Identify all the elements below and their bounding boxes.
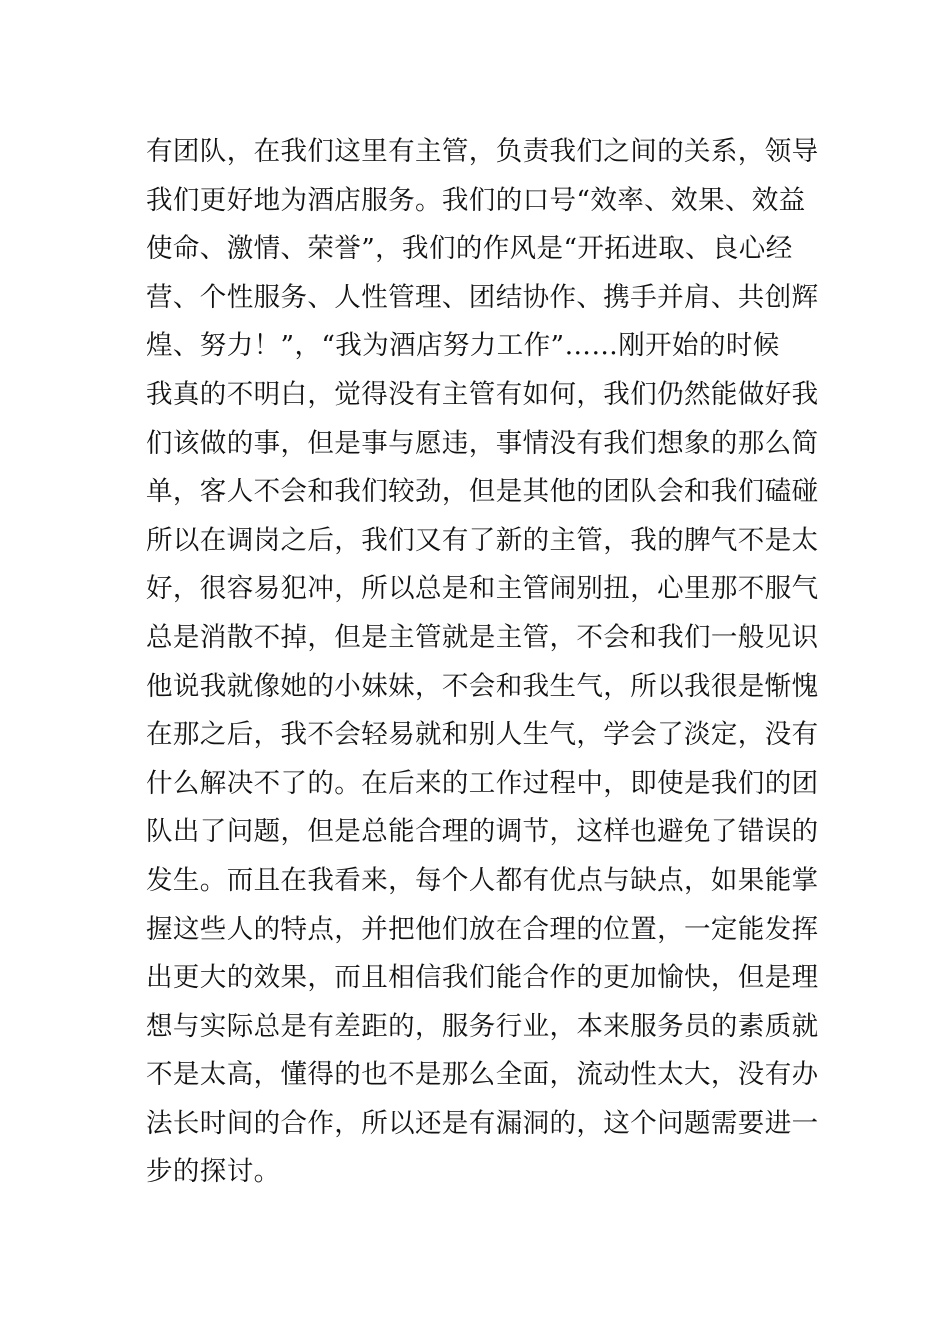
text-line: 什么解决不了的。在后来的工作过程中，即使是我们的团 [146, 767, 819, 799]
text-line: 在那之后，我不会轻易就和别人生气，学会了淡定，没有 [146, 719, 819, 751]
text-line: 使命、激情、荣誉”，我们的作风是“开拓进取、良心经 [146, 233, 793, 265]
text-line: 单，客人不会和我们较劲，但是其他的团队会和我们磕碰 [146, 476, 819, 508]
text-line: 好，很容易犯冲，所以总是和主管闹别扭，心里那不服气 [146, 573, 819, 605]
text-line: 出更大的效果，而且相信我们能合作的更加愉快，但是理 [146, 962, 819, 994]
body-text [146, 128, 819, 1197]
text-line: 们该做的事，但是事与愿违，事情没有我们想象的那么简 [146, 427, 819, 459]
text-line: 步的探讨。 [146, 1156, 281, 1188]
text-line: 我真的不明白，觉得没有主管有如何，我们仍然能做好我 [146, 378, 819, 410]
text-line: 想与实际总是有差距的，服务行业，本来服务员的素质就 [146, 1010, 819, 1042]
text-line: 法长时间的合作，所以还是有漏洞的，这个问题需要进一 [146, 1107, 819, 1139]
text-line: 发生。而且在我看来，每个人都有优点与缺点，如果能掌 [146, 864, 819, 896]
text-line: 不是太高，懂得的也不是那么全面，流动性太大，没有办 [146, 1059, 819, 1091]
text-line: 我们更好地为酒店服务。我们的口号“效率、效果、效益 [146, 184, 806, 216]
text-line: 有团队，在我们这里有主管，负责我们之间的关系，领导 [146, 136, 819, 167]
text-line: 握这些人的特点，并把他们放在合理的位置，一定能发挥 [146, 913, 819, 945]
text-line: 队出了问题，但是总能合理的调节，这样也避免了错误的 [146, 816, 819, 848]
text-line: 所以在调岗之后，我们又有了新的主管，我的脾气不是太 [146, 524, 819, 556]
text-line: 营、个性服务、人性管理、团结协作、携手并肩、共创辉 [146, 281, 819, 313]
text-line: 总是消散不掉，但是主管就是主管，不会和我们一般见识 [146, 621, 819, 653]
text-line: 煌、努力！”，“我为酒店努力工作”……刚开始的时候 [146, 330, 780, 362]
text-line: 他说我就像她的小妹妹，不会和我生气，所以我很是惭愧 [146, 670, 819, 702]
